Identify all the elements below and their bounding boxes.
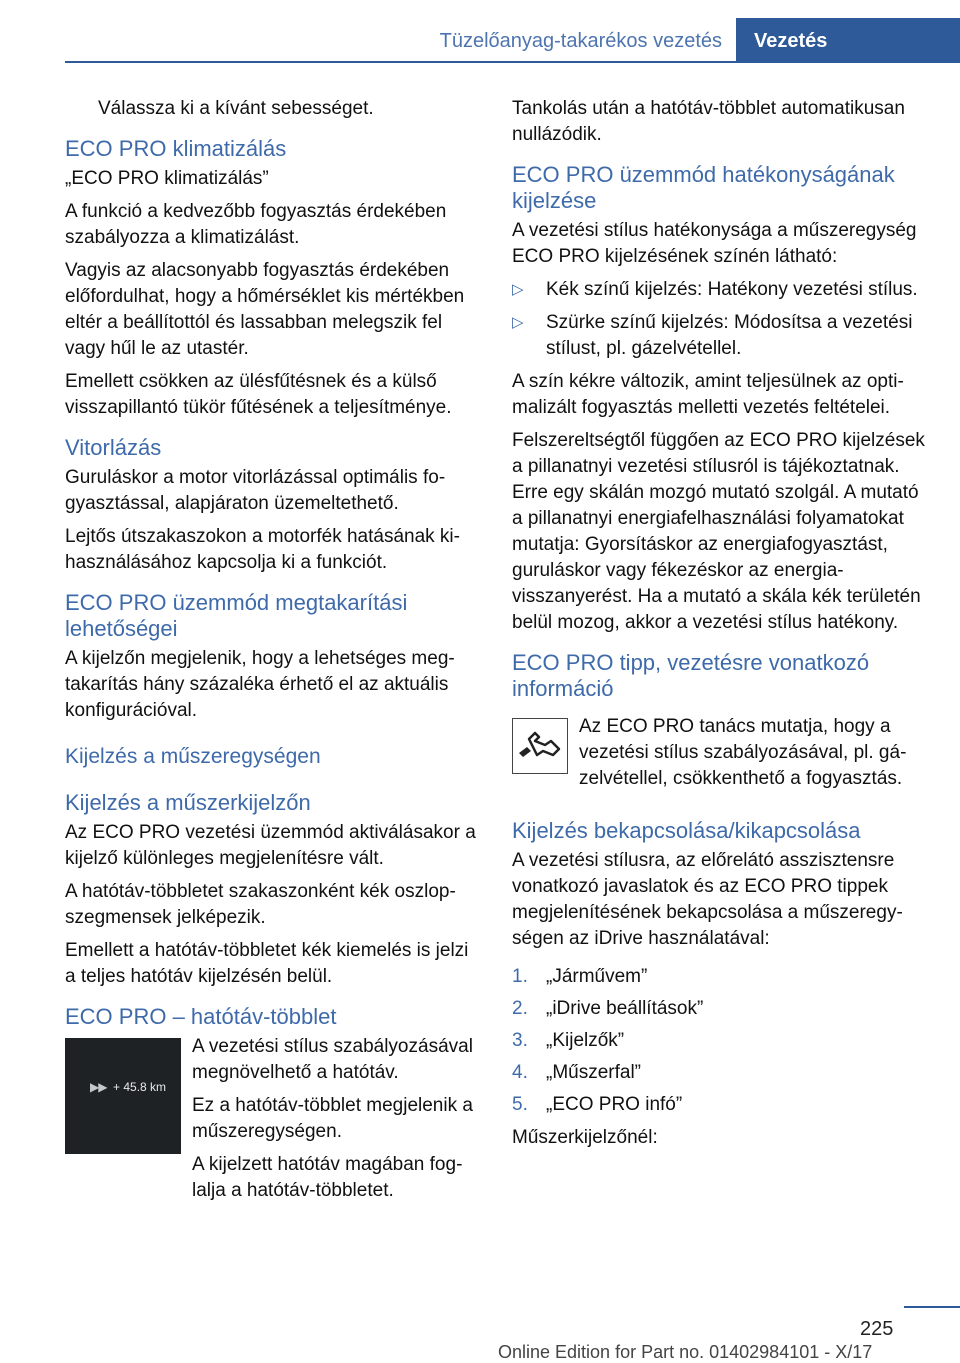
- climate-paragraph: A funkció a kedvezőbb fogyasztás érdekében szabályozza a klimatizálást.: [65, 201, 447, 248]
- display-paragraph: A hatótáv-többletet szakaszonként kék oszlopszegmensek jelképezik.: [65, 881, 456, 928]
- heading-eco-pro-tip: ECO PRO tipp, vezetésre vonatkozó információ: [512, 650, 870, 701]
- accelerator-release-icon: [512, 718, 568, 774]
- tip-paragraph: Az ECO PRO tanács mutatja, hogy a vezetési stílus szabályozásával, pl. gázelvétellel, csökkenthető a fogyasztás.: [579, 716, 907, 789]
- efficiency-list: [512, 277, 928, 362]
- step-number: 5.: [512, 1094, 528, 1115]
- list-item-text: Szürke színű kijelzés: Módosítsa a vezetési stílust, pl. gázelvétellel.: [546, 312, 913, 359]
- double-chevron-icon: ▶▶: [90, 1080, 107, 1094]
- range-paragraph: A vezetési stílus szabályozásával megnövelhető a hatótáv.: [192, 1036, 473, 1083]
- display-paragraph: Emellett a hatótáv-többletet kék kiemelés is jelzi a teljes hatótáv kijelzésén belül.: [65, 940, 469, 987]
- heading-savings: ECO PRO üzemmód megtakarítási lehetőségei: [65, 590, 408, 641]
- list-item: [512, 1060, 928, 1086]
- savings-paragraph: A kijelzőn megjelenik, hogy a lehetséges megtakarítás hány százaléka érhető el az aktuális konfigurációval.: [65, 648, 455, 721]
- toggle-paragraph: A vezetési stílusra, az előrelátó asszisztensre vonatkozó javaslatok és az ECO PRO tippek megjelenítésének bekapcsolása a műszeregységen az iDrive használatával:: [512, 850, 903, 949]
- list-item: [512, 277, 928, 303]
- list-item: [512, 310, 928, 362]
- header-rule: [65, 61, 960, 63]
- efficiency-paragraph: Felszereltségtől függően az ECO PRO kijelzések a pillanatnyi vezetési stílusról is tájékoztatnak. Erre egy skálán mozgó mutató szolgál. A mutató a pillanatnyi energiafelhasználási folyamatokat mutatja: Gyorsításkor az energiafogyasztást, guruláskor vagy fékezéskor az energia-visszanyerést. Ha a mutató a skála kék területén belül mozog, akkor a vezetési stílus hatékony.: [512, 430, 925, 633]
- step-text: „Műszerfal”: [546, 1062, 642, 1083]
- closing-text: Műszerkijelzőnél:: [512, 1127, 658, 1148]
- accelerator-release-icon-graphic: [513, 719, 567, 773]
- refuel-paragraph: Tankolás után a hatótáv-többlet automatikusan nullázódik.: [512, 98, 905, 145]
- climate-paragraph: Vagyis az alacsonyabb fogyasztás érdekében előfordulhat, hogy a hőmérséklet kis mértékben eltér a beállítottól és lassabban melegszik fel vagy hűl le az utastér.: [65, 260, 465, 359]
- heading-efficiency-display: ECO PRO üzemmód hatékonyságának kijelzése: [512, 162, 895, 213]
- heading-range-bonus: ECO PRO – hatótáv-többlet: [65, 1004, 337, 1029]
- triangle-bullet-icon: ▷: [512, 281, 524, 298]
- step-text: „iDrive beállítások”: [546, 998, 704, 1019]
- heading-instrument-cluster: Kijelzés a műszeregységen: [65, 745, 321, 768]
- range-display-image: [65, 1038, 181, 1154]
- step-number: 4.: [512, 1062, 528, 1083]
- list-item: [512, 996, 928, 1022]
- range-bonus-text: [192, 1034, 481, 1145]
- left-column: [65, 96, 481, 1204]
- page-number: 225: [860, 1318, 894, 1340]
- list-item-text: Kék színű kijelzés: Hatékony vezetési stílus.: [546, 279, 918, 300]
- list-item: [512, 964, 928, 990]
- right-column: [512, 96, 928, 1158]
- footer-rule: [904, 1306, 960, 1308]
- step-number: 2.: [512, 998, 528, 1019]
- range-bonus-block: [65, 1034, 481, 1204]
- range-paragraph: A kijelzett hatótáv magában foglalja a hatótáv-többletet.: [192, 1154, 463, 1201]
- heading-eco-pro-climate: ECO PRO klimatizálás: [65, 136, 287, 161]
- step-text: „Járművem”: [546, 966, 648, 987]
- list-item: [512, 1092, 928, 1118]
- heading-display-toggle: Kijelzés bekapcsolása/kikapcsolása: [512, 818, 861, 843]
- tip-block: [512, 714, 928, 792]
- range-paragraph: Ez a hatótáv-többlet megjelenik a műszeregységen.: [192, 1095, 473, 1142]
- heading-sailing: Vitorlázás: [65, 435, 162, 460]
- step-text: „ECO PRO infó”: [546, 1094, 683, 1115]
- header-chapter-label: Vezetés: [754, 30, 828, 52]
- header-section-title: Tüzelőanyag-takarékos vezetés: [439, 30, 722, 52]
- page-header: [0, 0, 960, 62]
- step-number: 1.: [512, 966, 528, 987]
- step-number: 3.: [512, 1030, 528, 1051]
- heading-instrument-display: Kijelzés a műszerkijelzőn: [65, 790, 311, 815]
- step-text: „Kijelzők”: [546, 1030, 625, 1051]
- list-item: [512, 1028, 928, 1054]
- efficiency-paragraph: A szín kékre változik, amint teljesülnek az optimalizált fogyasztás melletti vezetés feltételei.: [512, 371, 904, 418]
- triangle-bullet-icon: ▷: [512, 314, 524, 331]
- sailing-paragraph: Guruláskor a motor vitorlázással optimális fogyasztással, alapjáraton üzemeltethető.: [65, 467, 446, 514]
- steps-list: [512, 964, 928, 1118]
- range-display-readout: + 45.8 km: [113, 1080, 167, 1094]
- intro-text: Válassza ki a kívánt sebességet.: [98, 98, 374, 119]
- efficiency-paragraph: A vezetési stílus hatékonysága a műszeregység ECO PRO kijelzésének színén látható:: [512, 220, 917, 267]
- climate-menu-label: „ECO PRO klimatizálás”: [65, 168, 269, 189]
- display-paragraph: Az ECO PRO vezetési üzemmód aktiválásakor a kijelző különleges megjelenítésre vált.: [65, 822, 476, 869]
- sailing-paragraph: Lejtős útszakaszokon a motorfék hatásának kihasználásához kapcsolja ki a funkciót.: [65, 526, 460, 573]
- climate-paragraph: Emellett csökken az ülésfűtésnek és a külső visszapillantó tükör fűtésének a teljesítménye.: [65, 371, 452, 418]
- footer-edition: Online Edition for Part no. 01402984101 - X/17: [498, 1342, 873, 1362]
- header-chapter-tab: [736, 18, 960, 62]
